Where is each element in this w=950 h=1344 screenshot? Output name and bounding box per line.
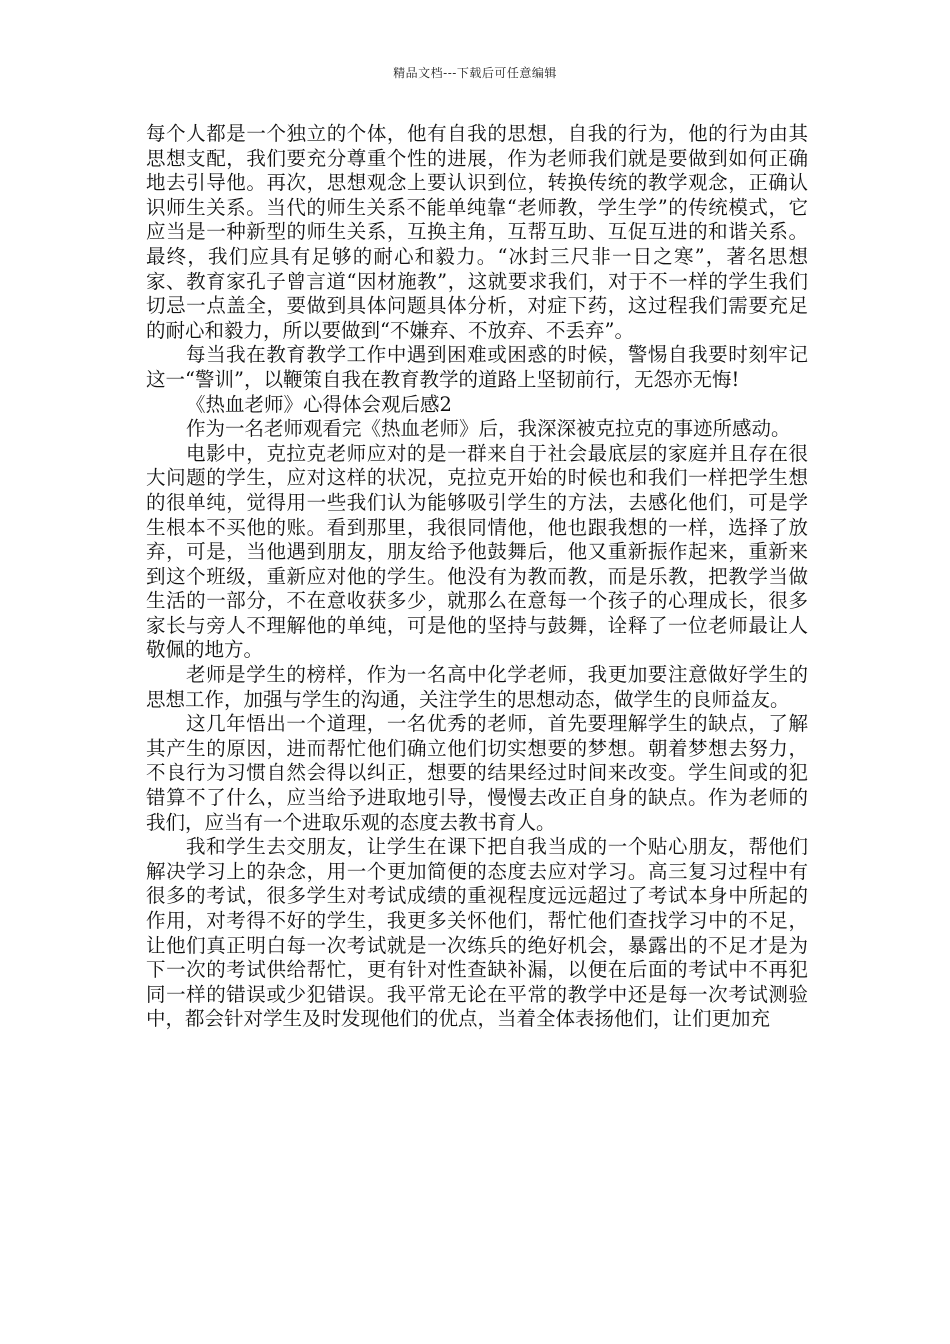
paragraph: 老师是学生的榜样，作为一名高中化学老师，我更加要注意做好学生的思想工作，加强与学生的沟通，关注学生的思想动态，做学生的良师益友。 xyxy=(146,663,808,711)
paragraph: 电影中，克拉克老师应对的是一群来自于社会最底层的家庭并且存在很大问题的学生，应对这样的状况，克拉克开始的时候也和我们一样把学生想的很单纯，觉得用一些我们认为能够吸引学生的方法，去感化他们，可是学生根本不买他的账。看到那里，我很同情他，他也跟我想的一样，选择了放弃，可是，当他遇到朋友，朋友给予他鼓舞后，他又重新振作起来，重新来到这个班级，重新应对他的学生。他没有为教而教，而是乐教，把教学当做生活的一部分，不在意收获多少，就那么在意每一个孩子的心理成长，很多家长与旁人不理解他的单纯，可是他的坚持与鼓舞，诠释了一位老师最让人敬佩的地方。 xyxy=(146,441,808,662)
paragraph: 我和学生去交朋友，让学生在课下把自我当成的一个贴心朋友，帮他们解决学习上的杂念，用一个更加简便的态度去应对学习。高三复习过程中有很多的考试，很多学生对考试成绩的重视程度远远超过了考试本身中所起的作用，对考得不好的学生，我更多关怀他们，帮忙他们查找学习中的不足，让他们真正明白每一次考试就是一次练兵的绝好机会，暴露出的不足才是为下一次的考试供给帮忙，更有针对性查缺补漏，以便在后面的考试中不再犯同一样的错误或少犯错误。我平常无论在平常的教学中还是每一次考试测验中，都会针对学生及时发现他们的优点，当着全体表扬他们，让们更加充 xyxy=(146,835,808,1031)
paragraph: 每当我在教育教学工作中遇到困难或困惑的时候，警惕自我要时刻牢记这一“警训”，以鞭策自我在教育教学的道路上坚韧前行，无怨亦无悔! xyxy=(146,343,808,391)
paragraph: 这几年悟出一个道理，一名优秀的老师，首先要理解学生的缺点，了解其产生的原因，进而帮忙他们确立他们切实想要的梦想。朝着梦想去努力，不良行为习惯自然会得以纠正，想要的结果经过时间来改变。学生间或的犯错算不了什么，应当给予进取地引导，慢慢去改正自身的缺点。作为老师的我们，应当有一个进取乐观的态度去教书育人。 xyxy=(146,712,808,834)
page-header: 精品文档---下载后可任意编辑 xyxy=(393,66,557,80)
section-title: 《热血老师》心得体会观后感2 xyxy=(186,392,452,416)
document-body xyxy=(146,122,808,1032)
paragraph-continuation: 每个人都是一个独立的个体，他有自我的思想，自我的行为，他的行为由其思想支配，我们要充分尊重个性的进展，作为老师我们就是要做到如何正确地去引导他。再次，思想观念上要认识到位，转换传统的教学观念，正确认识师生关系。当代的师生关系不能单纯靠“老师教，学生学”的传统模式，它应当是一种新型的师生关系，互换主角，互帮互助、互促互进的和谐关系。最终，我们应具有足够的耐心和毅力。“冰封三尺非一日之寒”，著名思想家、教育家孔子曾言道“因材施教”，这就要求我们，对于不一样的学生我们切忌一点盖全，要做到具体问题具体分析，对症下药，这过程我们需要充足的耐心和毅力，所以要做到“不嫌弃、不放弃、不丢弃”。 xyxy=(146,122,808,342)
paragraph: 作为一名老师观看完《热血老师》后，我深深被克拉克的事迹所感动。 xyxy=(186,417,791,441)
